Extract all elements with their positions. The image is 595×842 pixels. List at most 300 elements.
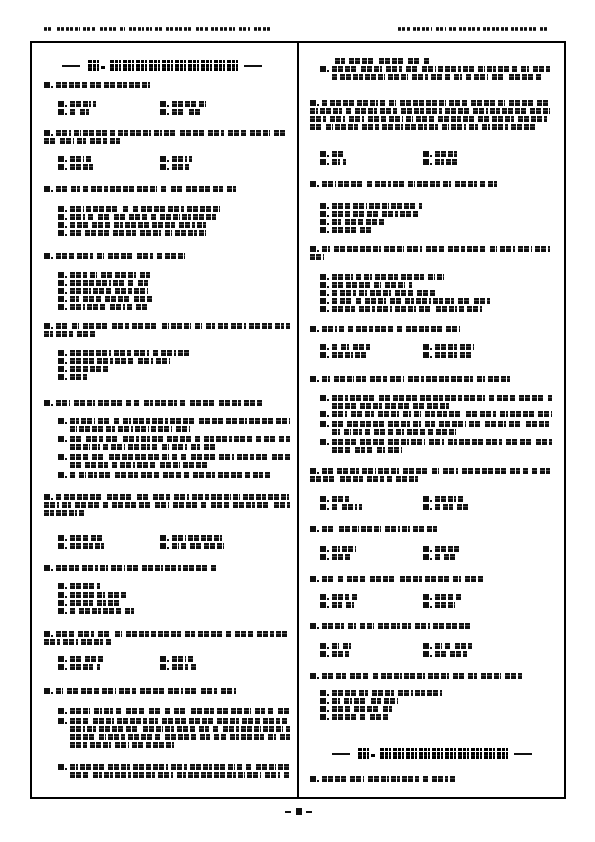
question-number <box>44 186 50 192</box>
text-mark <box>332 643 339 649</box>
text-mark <box>379 58 405 64</box>
text-mark <box>332 714 356 720</box>
option-continued-line <box>70 742 180 748</box>
text-mark <box>427 690 442 696</box>
label-dot <box>51 190 53 192</box>
text-mark <box>70 156 84 162</box>
text-mark <box>380 100 385 106</box>
text-mark <box>282 718 287 724</box>
text-mark <box>70 164 93 170</box>
text-mark <box>322 376 330 382</box>
text-mark <box>322 526 335 532</box>
text-mark <box>98 214 111 220</box>
text-mark <box>104 82 127 88</box>
option-label <box>160 164 166 170</box>
text-mark <box>263 726 283 732</box>
text-mark <box>264 436 275 442</box>
text-mark <box>366 219 385 225</box>
text-mark <box>286 436 290 442</box>
option-label <box>320 274 326 280</box>
text-mark <box>70 350 94 356</box>
heading-mark <box>136 60 147 71</box>
option-label <box>58 164 64 170</box>
text-mark <box>100 565 108 571</box>
label-dot <box>430 558 432 560</box>
text-mark <box>326 124 333 130</box>
option <box>160 656 194 662</box>
text-mark <box>310 108 318 114</box>
text-mark <box>509 100 534 106</box>
text-mark <box>338 181 364 187</box>
text-mark <box>211 502 230 508</box>
text-mark <box>279 436 284 442</box>
text-mark <box>181 543 187 549</box>
label-dot <box>167 668 169 670</box>
text-mark <box>130 130 151 136</box>
option <box>160 109 202 115</box>
text-mark <box>171 323 191 329</box>
label-dot <box>65 539 67 541</box>
label-dot <box>65 668 67 670</box>
heading-mark <box>162 60 173 71</box>
text-mark <box>280 734 290 740</box>
text-mark <box>435 151 457 157</box>
option-label <box>423 344 429 350</box>
text-mark <box>356 298 361 304</box>
option-label <box>58 764 64 770</box>
text-mark <box>79 426 103 432</box>
text-mark <box>92 444 100 450</box>
option-continued-line <box>70 444 220 450</box>
text-mark <box>97 358 113 364</box>
text-mark <box>409 282 412 288</box>
option-line <box>58 708 290 714</box>
text-mark <box>268 494 289 500</box>
text-mark <box>332 706 350 712</box>
text-mark <box>191 664 196 670</box>
option-label <box>58 592 64 598</box>
text-mark <box>70 535 88 541</box>
question-number <box>44 565 50 571</box>
option <box>423 344 475 350</box>
option-label <box>423 651 429 657</box>
text-mark <box>492 116 514 122</box>
text-mark <box>211 565 216 571</box>
question-number <box>44 400 50 406</box>
label-dot <box>51 134 53 136</box>
option-line <box>320 290 438 296</box>
text-mark <box>492 124 508 130</box>
text-mark <box>360 439 385 445</box>
text-mark <box>352 594 358 600</box>
text-mark <box>128 444 150 450</box>
option-label <box>58 222 64 228</box>
text-mark <box>310 124 323 130</box>
text-mark <box>165 253 185 259</box>
text-mark <box>100 27 116 31</box>
text-mark <box>367 623 374 629</box>
text-mark <box>110 186 135 192</box>
text-mark <box>332 352 343 358</box>
text-mark <box>512 66 518 72</box>
text-mark <box>115 288 132 294</box>
text-mark <box>332 298 338 304</box>
label-dot <box>167 660 169 662</box>
text-mark <box>377 447 385 453</box>
question-number <box>310 326 316 332</box>
text-mark <box>189 718 215 724</box>
option-label <box>160 101 166 107</box>
text-mark <box>538 411 552 417</box>
label-dot <box>327 500 329 502</box>
text-mark <box>413 27 432 31</box>
text-mark <box>181 454 187 460</box>
text-mark <box>172 164 189 170</box>
text-mark <box>343 643 351 649</box>
text-mark <box>350 673 369 679</box>
label-dot <box>317 530 319 532</box>
text-mark <box>397 326 402 332</box>
text-mark <box>339 326 344 332</box>
text-mark <box>426 100 446 106</box>
text-mark <box>424 58 429 64</box>
text-mark <box>364 274 372 280</box>
text-mark <box>126 708 145 714</box>
option-line <box>320 439 552 445</box>
text-mark <box>342 546 356 552</box>
text-mark <box>56 186 69 192</box>
question-number <box>310 246 316 252</box>
question-stem-line <box>44 82 150 88</box>
text-mark <box>466 411 478 417</box>
text-mark <box>373 421 386 427</box>
text-mark <box>360 714 366 720</box>
text-mark <box>492 74 505 80</box>
text-mark <box>158 772 173 778</box>
text-mark <box>449 411 462 417</box>
text-mark <box>174 494 189 500</box>
option-line <box>58 206 220 212</box>
label-dot <box>65 604 67 606</box>
text-mark <box>400 211 418 217</box>
option-continued-line <box>70 734 290 740</box>
label-dot <box>65 105 67 107</box>
text-mark <box>70 109 76 115</box>
text-mark <box>382 124 403 130</box>
text-mark <box>125 608 134 614</box>
text-mark <box>154 130 162 136</box>
text-mark <box>99 472 112 478</box>
text-mark <box>96 350 111 356</box>
label-dot <box>65 362 67 364</box>
option <box>423 352 473 358</box>
text-mark <box>113 280 124 286</box>
option-line <box>320 298 490 304</box>
option <box>160 535 222 541</box>
text-mark <box>56 323 69 329</box>
text-mark <box>355 447 365 453</box>
label-dot <box>317 580 319 582</box>
option <box>423 151 457 157</box>
option-label <box>160 535 166 541</box>
text-mark <box>371 698 381 704</box>
text-mark <box>459 27 481 31</box>
text-mark <box>217 708 228 714</box>
heading-mark <box>484 748 495 759</box>
text-mark <box>500 246 515 252</box>
label-dot <box>51 692 53 694</box>
heading-mark <box>358 748 369 759</box>
label-dot <box>317 472 319 474</box>
text-mark <box>268 708 274 714</box>
text-mark <box>245 472 251 478</box>
text-mark <box>361 66 382 72</box>
text-mark <box>383 706 392 712</box>
option-label <box>423 554 429 560</box>
text-mark <box>511 124 536 130</box>
text-mark <box>407 246 422 252</box>
text-mark <box>126 400 131 406</box>
continued-line <box>335 58 430 64</box>
text-mark <box>70 583 95 589</box>
text-mark <box>93 206 119 212</box>
text-mark <box>90 82 102 88</box>
text-mark <box>398 27 411 31</box>
option-label <box>423 352 429 358</box>
label-dot <box>167 105 169 107</box>
text-mark <box>445 108 469 114</box>
option <box>320 352 368 358</box>
text-mark <box>500 411 508 417</box>
text-mark <box>165 708 171 714</box>
text-mark <box>153 764 168 770</box>
text-mark <box>390 376 404 382</box>
text-mark <box>373 673 379 679</box>
text-mark <box>97 664 100 670</box>
text-mark <box>347 421 371 427</box>
text-mark <box>526 421 549 427</box>
text-mark <box>384 246 404 252</box>
text-mark <box>123 418 131 424</box>
text-mark <box>155 734 161 740</box>
text-mark <box>162 444 169 450</box>
text-mark <box>403 468 428 474</box>
text-mark <box>56 510 77 516</box>
text-mark <box>509 421 522 427</box>
text-mark <box>115 742 129 748</box>
option-label <box>58 472 64 478</box>
question-stem-line <box>310 116 550 122</box>
text-mark <box>70 418 79 424</box>
text-mark <box>435 643 442 649</box>
text-mark <box>186 186 211 192</box>
option-label <box>320 290 326 296</box>
option <box>320 643 352 649</box>
option <box>160 164 194 170</box>
label-dot <box>65 378 67 380</box>
text-mark <box>87 726 96 732</box>
text-mark <box>490 246 497 252</box>
text-mark <box>72 323 79 329</box>
text-mark <box>536 439 552 445</box>
text-mark <box>385 403 409 409</box>
text-mark <box>432 468 439 474</box>
text-mark <box>109 454 133 460</box>
text-mark <box>322 246 330 252</box>
text-mark <box>310 254 324 260</box>
text-mark <box>243 494 266 500</box>
text-mark <box>78 631 94 637</box>
text-mark <box>350 776 364 782</box>
text-mark <box>345 219 363 225</box>
text-mark <box>108 592 127 598</box>
option-line <box>320 421 552 427</box>
question-stem-line <box>44 323 290 329</box>
text-mark <box>357 100 378 106</box>
option-line <box>58 214 216 220</box>
text-mark <box>378 623 400 629</box>
text-mark <box>157 253 163 259</box>
text-mark <box>218 323 228 329</box>
text-mark <box>70 764 78 770</box>
text-mark <box>199 418 223 424</box>
heading-mark <box>371 754 375 758</box>
option-label <box>58 708 64 714</box>
text-mark <box>188 772 212 778</box>
text-mark <box>423 776 429 782</box>
text-mark <box>64 494 88 500</box>
text-mark <box>353 344 370 350</box>
option-label <box>160 543 166 549</box>
text-mark <box>370 714 388 720</box>
text-mark <box>263 718 280 724</box>
text-mark <box>375 326 393 332</box>
option <box>160 101 206 107</box>
text-mark <box>338 576 344 582</box>
text-mark <box>362 468 376 474</box>
text-mark <box>439 421 450 427</box>
option-label <box>320 651 326 657</box>
text-mark <box>103 608 121 614</box>
text-mark <box>172 101 196 107</box>
text-mark <box>485 421 506 427</box>
option-label <box>320 352 326 358</box>
text-mark <box>451 124 466 130</box>
text-mark <box>107 494 133 500</box>
section-heading <box>332 748 532 759</box>
text-mark <box>332 344 337 350</box>
text-mark <box>497 395 515 401</box>
option-line <box>320 706 392 712</box>
option <box>320 159 346 165</box>
text-mark <box>463 116 475 122</box>
text-mark <box>223 726 239 732</box>
text-mark <box>141 472 160 478</box>
text-mark <box>388 429 394 435</box>
heading-mark <box>175 60 186 71</box>
text-mark <box>353 211 365 217</box>
text-mark <box>355 352 368 358</box>
label-dot <box>327 415 329 417</box>
question-number <box>44 130 50 136</box>
text-mark <box>469 421 481 427</box>
text-mark <box>436 429 456 435</box>
text-mark <box>247 772 261 778</box>
text-mark <box>56 688 63 694</box>
option-line <box>58 358 170 364</box>
label-dot <box>327 70 329 72</box>
text-mark <box>70 454 88 460</box>
question-stem-line <box>44 138 120 144</box>
text-mark <box>535 246 550 252</box>
label-dot <box>327 302 329 304</box>
text-mark <box>269 764 276 770</box>
option <box>423 651 469 657</box>
text-mark <box>332 290 338 296</box>
text-mark <box>70 734 96 740</box>
text-mark <box>156 358 170 364</box>
text-mark <box>548 395 552 401</box>
text-mark <box>70 772 89 778</box>
text-mark <box>137 186 157 192</box>
text-mark <box>415 623 430 629</box>
text-mark <box>129 214 147 220</box>
label-dot <box>327 155 329 157</box>
text-mark <box>108 734 125 740</box>
text-mark <box>425 411 435 417</box>
text-mark <box>388 421 410 427</box>
label-dot <box>167 547 169 549</box>
text-mark <box>70 656 83 662</box>
question-number <box>44 82 50 88</box>
text-mark <box>502 108 528 114</box>
text-mark <box>428 274 435 280</box>
text-mark <box>401 274 424 280</box>
text-mark <box>320 108 342 114</box>
text-mark <box>367 447 373 453</box>
question-number <box>310 526 316 532</box>
text-mark <box>146 742 151 748</box>
text-mark <box>511 27 537 31</box>
text-mark <box>140 230 161 236</box>
text-mark <box>91 535 102 541</box>
text-mark <box>419 306 432 312</box>
text-mark <box>180 130 206 136</box>
text-mark <box>106 436 119 442</box>
text-mark <box>350 395 375 401</box>
text-mark <box>391 203 417 209</box>
text-mark <box>428 429 434 435</box>
text-mark <box>160 214 180 220</box>
label-dot <box>430 647 432 649</box>
text-mark <box>179 222 195 228</box>
text-mark <box>216 436 232 442</box>
text-mark <box>92 222 111 228</box>
label-dot <box>65 370 67 372</box>
text-mark <box>134 296 152 302</box>
heading-mark <box>149 60 160 71</box>
question-number <box>44 631 50 637</box>
label-dot <box>327 399 329 401</box>
label-dot <box>327 606 329 608</box>
text-mark <box>349 116 364 122</box>
text-mark <box>530 108 550 114</box>
text-mark <box>56 331 73 337</box>
text-mark <box>445 298 454 304</box>
label-dot <box>65 234 67 236</box>
label-dot <box>327 702 329 704</box>
text-mark <box>510 468 520 474</box>
